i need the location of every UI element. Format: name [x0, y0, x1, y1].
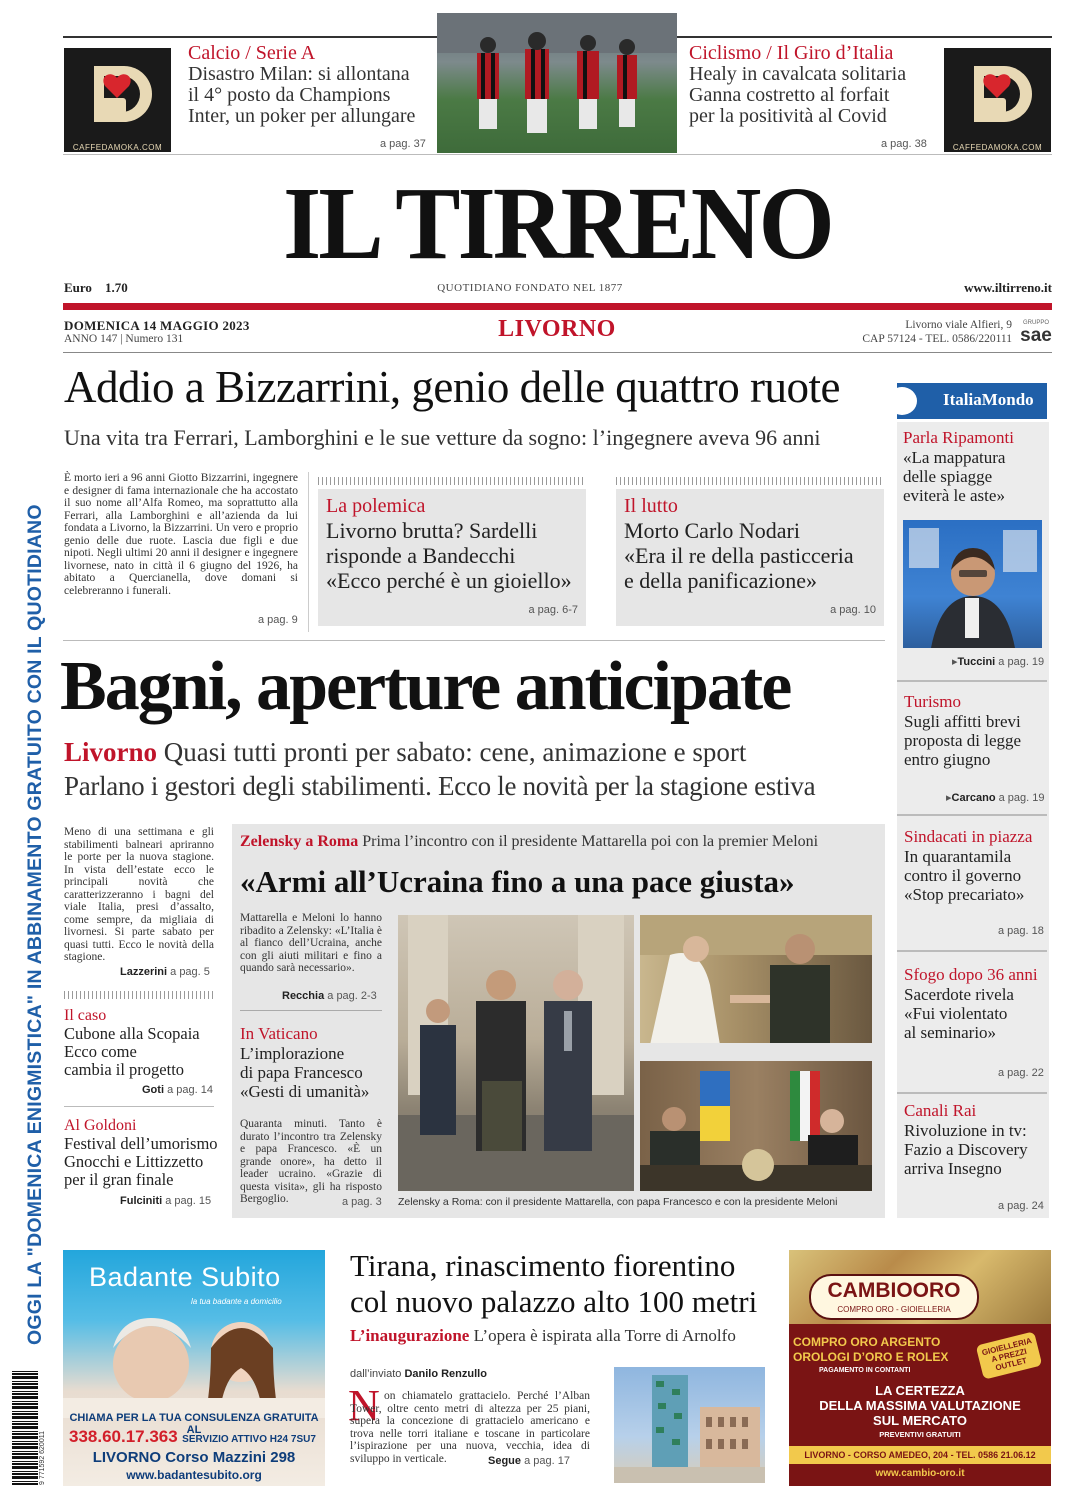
tirana-photo-buildings — [614, 1367, 765, 1483]
r2-ref — [946, 791, 1045, 804]
r2-line: Sugli affitti brevi — [904, 712, 1021, 731]
r5-line: Rivoluzione in tv: — [904, 1121, 1027, 1140]
badante-service: SERVIZIO ATTIVO H24 7SU7 — [182, 1434, 316, 1445]
lead-title[interactable]: Addio a Bizzarrini, genio delle quattro ruote — [64, 362, 840, 412]
barcode-number: 9 771592 620011 — [39, 1431, 46, 1485]
italiamondo-globe-icon — [887, 387, 917, 415]
r5-line: arriva Insegno — [904, 1159, 1002, 1178]
teaser-left[interactable] — [188, 42, 428, 127]
teaser-left-line: il 4° posto da Champions — [188, 84, 391, 106]
cambiooro-brand-sub: COMPRO ORO - GIOIELLERIA — [837, 1305, 951, 1314]
lead-subtitle: Una vita tra Ferrari, Lamborghini e le sue vetture da sogno: l’ingegnere aveva 96 anni — [64, 425, 821, 450]
issue-numero: Numero 131 — [125, 333, 184, 345]
mattarella-zelensky-photo[interactable] — [398, 915, 634, 1191]
italiamondo-label: ItaliaMondo — [943, 390, 1034, 409]
goldoni-kicker: Al Goldoni — [64, 1117, 137, 1134]
goldoni-line: Gnocchi e Littizzetto — [64, 1152, 204, 1171]
zelensky-ref — [282, 990, 377, 1002]
right-rule — [897, 680, 1047, 682]
issue-anno: ANNO 147 — [64, 333, 118, 345]
polemica-kicker: La polemica — [326, 495, 426, 517]
tirana-ref-page: a pag. 17 — [524, 1455, 570, 1467]
zelensky-ref-page: a pag. 2-3 — [327, 990, 377, 1002]
right-story-3[interactable] — [904, 827, 1052, 904]
ripamonti-photo[interactable] — [903, 520, 1042, 648]
price-block — [64, 280, 128, 296]
cambiooro-brand: CAMBIOORO — [827, 1279, 961, 1302]
lutto-hatch — [616, 477, 884, 485]
cambiooro-line2: OROLOGI D’ORO E ROLEX — [793, 1350, 949, 1364]
lead-ref: a pag. 9 — [258, 614, 298, 626]
badante-line1: CHIAMA PER LA TUA CONSULENZA GRATUITA AL — [69, 1412, 319, 1436]
ad-cambiooro[interactable] — [789, 1250, 1051, 1486]
story-caso[interactable] — [64, 1006, 214, 1079]
r4-line: al seminario» — [904, 1023, 997, 1042]
lutto-line: e della panificazione» — [624, 568, 818, 593]
caso-line: cambia il progetto — [64, 1060, 185, 1079]
tirana-tower-photo[interactable] — [614, 1367, 765, 1483]
vaticano-body: Quaranta minuti. Tanto è durato l’incontro tra Zelensky e papa Francesco. «È un grande onore», ha detto il leader ucraino. «Grazie di questa visita», gli ha risposto Bergoglio. — [240, 1118, 382, 1205]
tirana-dropcap: N — [348, 1381, 380, 1430]
ad-badante[interactable] — [63, 1250, 325, 1486]
main-ref — [120, 966, 210, 978]
badante-brand: Badante Subito — [89, 1262, 281, 1292]
price-value: 1.70 — [104, 280, 128, 295]
caffe-logo-text: CAFFEDAMOKA.COM — [952, 143, 1043, 152]
lead-body: È morto ieri a 96 anni Giotto Bizzarrini, ingegnere e designer di fama internazionale che ha accostato il suo nome all’Alfa Romeo, ma soprattutto alla Ferrari, alla Lamborghini e all’azienda da lui fondata a Livorno, la Bizzarrini. Un vero e proprio genio delle due ruote. Lascia due figli e due nipoti. Negli ultimi 20 anni il designer e ingegnere livornese, nato in città il 6 giugno del 1926, ha abitato a Quercianella, dove domani si celebreranno i funerali. — [64, 472, 298, 597]
caso-ref — [142, 1084, 213, 1096]
right-story-5[interactable] — [904, 1101, 1052, 1178]
address-block — [848, 318, 1012, 346]
meloni-zelensky-photo[interactable] — [640, 1061, 872, 1191]
lutto-line: «Era il re della pasticceria — [624, 543, 854, 568]
tirana-kicker: L’inaugurazione — [350, 1326, 470, 1345]
teaser-right[interactable] — [689, 42, 934, 127]
r2-line: entro giugno — [904, 750, 991, 769]
masthead-subtitle: QUOTIDIANO FONDATO NEL 1877 — [437, 282, 623, 294]
cambiooro-address: LIVORNO - CORSO AMEDEO, 204 - TEL. 0586 21.06.12 — [789, 1446, 1051, 1464]
r5-kicker: Canali Rai — [904, 1101, 977, 1120]
coffee-heart-icon — [64, 48, 171, 138]
caso-ref-page: a pag. 14 — [167, 1084, 213, 1096]
goldoni-ref-name: Fulciniti — [120, 1195, 163, 1207]
right-rule — [897, 814, 1047, 816]
lutto-ref: a pag. 10 — [830, 604, 876, 616]
gruppo-sae-logo[interactable] — [1018, 320, 1054, 345]
right-rule — [897, 950, 1047, 952]
triangle-icon: ▸ — [952, 656, 958, 668]
left-col-rule — [64, 1106, 214, 1107]
issue-date: DOMENICA 14 MAGGIO 2023 — [64, 318, 250, 333]
teaser-left-kicker: Calcio / Serie A — [188, 42, 316, 64]
r2-line: proposta di legge — [904, 731, 1022, 750]
r1-ref — [952, 655, 1044, 668]
main-sub1: Quasi tutti pronti per sabato: cene, animazione e sport — [163, 737, 747, 767]
cambiooro-stamp: GIOIELLERIA A PREZZI OUTLET — [976, 1331, 1043, 1379]
story-vaticano[interactable] — [240, 1024, 390, 1101]
r4-ref: a pag. 22 — [998, 1067, 1044, 1079]
main-body: Meno di una settimana e gli stabilimenti balneari apriranno le porte per la nuova stagione. In vista dell’estate ecco le principali novità che caratterizzeranno i bagni del viale Italia, presi d’assalto, come sempre, da migliaia di livornesi. Si parte sabato per quasi tutti. Ecco le novità della stagione. — [64, 826, 214, 963]
r4-line: Sacerdote rivela — [904, 985, 1014, 1004]
r3-line: In quarantamila — [904, 847, 1012, 866]
cambiooro-line1: COMPRO ORO ARGENTO — [793, 1335, 941, 1349]
box-lutto[interactable] — [616, 489, 884, 626]
goldoni-ref-page: a pag. 15 — [165, 1195, 212, 1207]
zelensky-strap-text: Prima l’incontro con il presidente Mattarella poi con la premier Meloni — [362, 833, 819, 850]
italiamondo-header[interactable] — [897, 383, 1047, 419]
badante-photo — [63, 1308, 325, 1418]
cambiooro-claim4: PREVENTIVI GRATUITI — [879, 1430, 961, 1439]
zelensky-title[interactable]: «Armi all’Ucraina fino a una pace giusta» — [240, 864, 795, 899]
zelensky-ref-name: Recchia — [282, 990, 325, 1002]
r1-line: «La mappatura — [903, 448, 1006, 467]
caffe-logo-text: CAFFEDAMOKA.COM — [72, 143, 163, 152]
pope-zelensky-photo[interactable] — [640, 915, 872, 1043]
right-story-2[interactable] — [904, 692, 1048, 769]
zelensky-col-rule — [240, 1010, 382, 1011]
r2-ref-name: Carcano — [951, 792, 996, 804]
teaser-right-line: Ganna costretto al forfait — [689, 84, 890, 106]
price-label: Euro — [64, 280, 92, 295]
goldoni-line: Festival dell’umorismo — [64, 1134, 218, 1153]
website-link[interactable]: www.iltirreno.it — [964, 280, 1052, 295]
teaser-left-line: Inter, un poker per allungare — [188, 105, 416, 127]
r3-line: contro il governo — [904, 866, 1022, 885]
cambiooro-claim2: DELLA MASSIMA VALUTAZIONE — [819, 1398, 1021, 1413]
vaticano-ref: a pag. 3 — [342, 1196, 382, 1208]
r1-line: eviterà le aste» — [903, 486, 1005, 505]
polemica-ref: a pag. 6-7 — [528, 604, 578, 616]
lead-bottom-rule — [63, 640, 885, 641]
caso-kicker: Il caso — [64, 1007, 107, 1024]
r2-kicker: Turismo — [904, 692, 962, 711]
r5-line: Fazio a Discovery — [904, 1140, 1028, 1159]
caffe-logo-right[interactable] — [944, 48, 1051, 152]
main-title[interactable]: Bagni, aperture anticipate — [60, 648, 791, 725]
tirana-ref-name: Segue — [488, 1455, 522, 1467]
milan-photo-figures — [437, 13, 677, 153]
side-banner: OGGI LA "DOMENICA ENIGMISTICA" IN ABBINAMENTO GRATUITO CON IL QUOTIDIANO — [24, 504, 46, 1345]
barcode — [12, 1370, 38, 1485]
tirana-byline-pre: dall’inviato — [350, 1368, 402, 1380]
coffee-heart-icon — [944, 48, 1051, 138]
issue-number: ANNO 147 | Numero 131 — [64, 333, 184, 345]
masthead-bottom-rule — [63, 352, 1052, 353]
r3-kicker: Sindacati in piazza — [904, 827, 1033, 846]
cambiooro-web[interactable]: www.cambio-oro.it — [875, 1468, 965, 1479]
badante-address: LIVORNO Corso Mazzini 298 — [92, 1449, 296, 1466]
teaser-right-kicker: Ciclismo / Il Giro d’Italia — [689, 42, 894, 64]
lutto-kicker: Il lutto — [624, 495, 678, 517]
address-line-2: CAP 57124 - TEL. 0586/220111 — [862, 333, 1012, 345]
zelensky-caption: Zelensky a Roma: con il presidente Mattarella, con papa Francesco e con la presidente Meloni — [398, 1196, 838, 1208]
polemica-line: risponde a Bandecchi — [326, 543, 516, 568]
ripamonti-photo-figure — [903, 520, 1042, 648]
r4-line: «Fui violentato — [904, 1004, 1008, 1023]
mattarella-photo-figures — [398, 915, 634, 1191]
vaticano-line: «Gesti di umanità» — [240, 1082, 370, 1101]
masthead-red-rule — [63, 303, 1052, 310]
polemica-hatch — [318, 477, 586, 485]
right-rule — [897, 1092, 1047, 1094]
cambiooro-logo — [809, 1274, 979, 1320]
tirana-title-2[interactable]: col nuovo palazzo alto 100 metri — [350, 1284, 758, 1319]
main-subtitle-1 — [64, 736, 894, 769]
cambiooro-claim3: SUL MERCATO — [873, 1413, 967, 1428]
tirana-ref — [488, 1455, 570, 1467]
lead-col-rule — [308, 472, 309, 632]
right-story-1[interactable] — [903, 428, 1047, 505]
r1-ref-name: Tuccini — [957, 656, 996, 668]
goldoni-line: per il gran finale — [64, 1170, 174, 1189]
caffe-logo-left[interactable] — [64, 48, 171, 152]
caso-ref-name: Goti — [142, 1084, 164, 1096]
main-kicker: Livorno — [64, 737, 158, 767]
tirana-body: on chiamatelo grattacielo. Perché l’Alban Tower, oltre cento metri di altezza per 25 piani, supera la concezione di grattacielo americano e trova nelle torri italiane e toscane in particolare l’ispirazione per una nuova, vecchia, idea di sviluppo in verticale. — [350, 1390, 590, 1465]
polemica-line: Livorno brutta? Sardelli — [326, 518, 538, 543]
r4-kicker: Sfogo dopo 36 anni — [904, 965, 1038, 984]
tirana-byline — [350, 1368, 487, 1380]
zelensky-strap — [240, 832, 880, 852]
r3-line: «Stop precariato» — [904, 885, 1025, 904]
right-story-4[interactable] — [904, 965, 1052, 1042]
polemica-line: «Ecco perché è un gioiello» — [326, 568, 572, 593]
teaser-right-line: Healy in cavalcata solitaria — [689, 63, 907, 85]
teaser-right-ref: a pag. 38 — [881, 138, 927, 150]
vaticano-line: L’implorazione — [240, 1044, 345, 1063]
milan-players-photo[interactable] — [437, 13, 677, 153]
main-ref-name: Lazzerini — [120, 966, 168, 978]
badante-phone-row — [69, 1427, 325, 1447]
cambiooro-claim1: LA CERTEZZA — [875, 1383, 965, 1398]
tirana-strap — [350, 1326, 780, 1346]
lutto-line: Morto Carlo Nodari — [624, 518, 800, 543]
cambiooro-line3: PAGAMENTO IN CONTANTI — [819, 1367, 911, 1374]
tirana-byline-name: Danilo Renzullo — [404, 1368, 487, 1380]
address-line-1: Livorno viale Alfieri, 9 — [905, 319, 1012, 331]
pope-photo-figures — [640, 915, 872, 1043]
meloni-photo-figures — [640, 1061, 872, 1191]
r5-ref: a pag. 24 — [998, 1200, 1044, 1212]
zelensky-body: Mattarella e Meloni lo hanno ribadito a Zelensky: «L’Italia è al fianco dell’Ucraina, anche con gli aiuti militari e fino a quando sarà necessario». — [240, 912, 382, 974]
box-polemica[interactable] — [318, 489, 586, 626]
badante-tagline: la tua badante a domicilio — [191, 1297, 282, 1306]
vaticano-kicker: In Vaticano — [240, 1024, 318, 1043]
caso-line: Cubone alla Scopaia — [64, 1024, 200, 1043]
zelensky-kicker: Zelensky a Roma — [240, 833, 359, 850]
tirana-strap-text: L’opera è ispirata alla Torre di Arnolfo — [473, 1326, 736, 1345]
vaticano-line: di papa Francesco — [240, 1063, 363, 1082]
teaser-left-ref: a pag. 37 — [380, 138, 426, 150]
teaser-right-line: per la positività al Covid — [689, 105, 887, 127]
left-col-hatch — [64, 991, 214, 999]
gruppo-label: GRUPPO — [1022, 320, 1049, 326]
r1-ref-page: a pag. 19 — [998, 656, 1045, 668]
r2-ref-page: a pag. 19 — [998, 792, 1045, 804]
badante-web[interactable]: www.badantesubito.org — [126, 1468, 262, 1482]
edition-name[interactable]: LIVORNO — [498, 316, 616, 342]
r1-kicker: Parla Ripamonti — [903, 428, 1014, 447]
story-goldoni[interactable] — [64, 1116, 224, 1189]
main-subtitle-2: Parlano i gestori degli stabilimenti. Ecco le novità per la stagione estiva — [64, 771, 816, 801]
main-ref-page: a pag. 5 — [170, 966, 210, 978]
triangle-icon: ▸ — [946, 792, 952, 804]
teaser-left-line: Disastro Milan: si allontana — [188, 63, 410, 85]
tirana-title-1[interactable]: Tirana, rinascimento fiorentino — [350, 1248, 736, 1283]
caso-line: Ecco come — [64, 1042, 137, 1061]
badante-phone[interactable]: 338.60.17.363 — [69, 1427, 178, 1446]
r3-ref: a pag. 18 — [998, 925, 1044, 937]
r1-line: delle spiagge — [903, 467, 993, 486]
gruppo-name: sae — [1020, 325, 1052, 346]
masthead-title[interactable]: IL TIRRENO — [283, 166, 832, 281]
goldoni-ref — [120, 1195, 211, 1207]
